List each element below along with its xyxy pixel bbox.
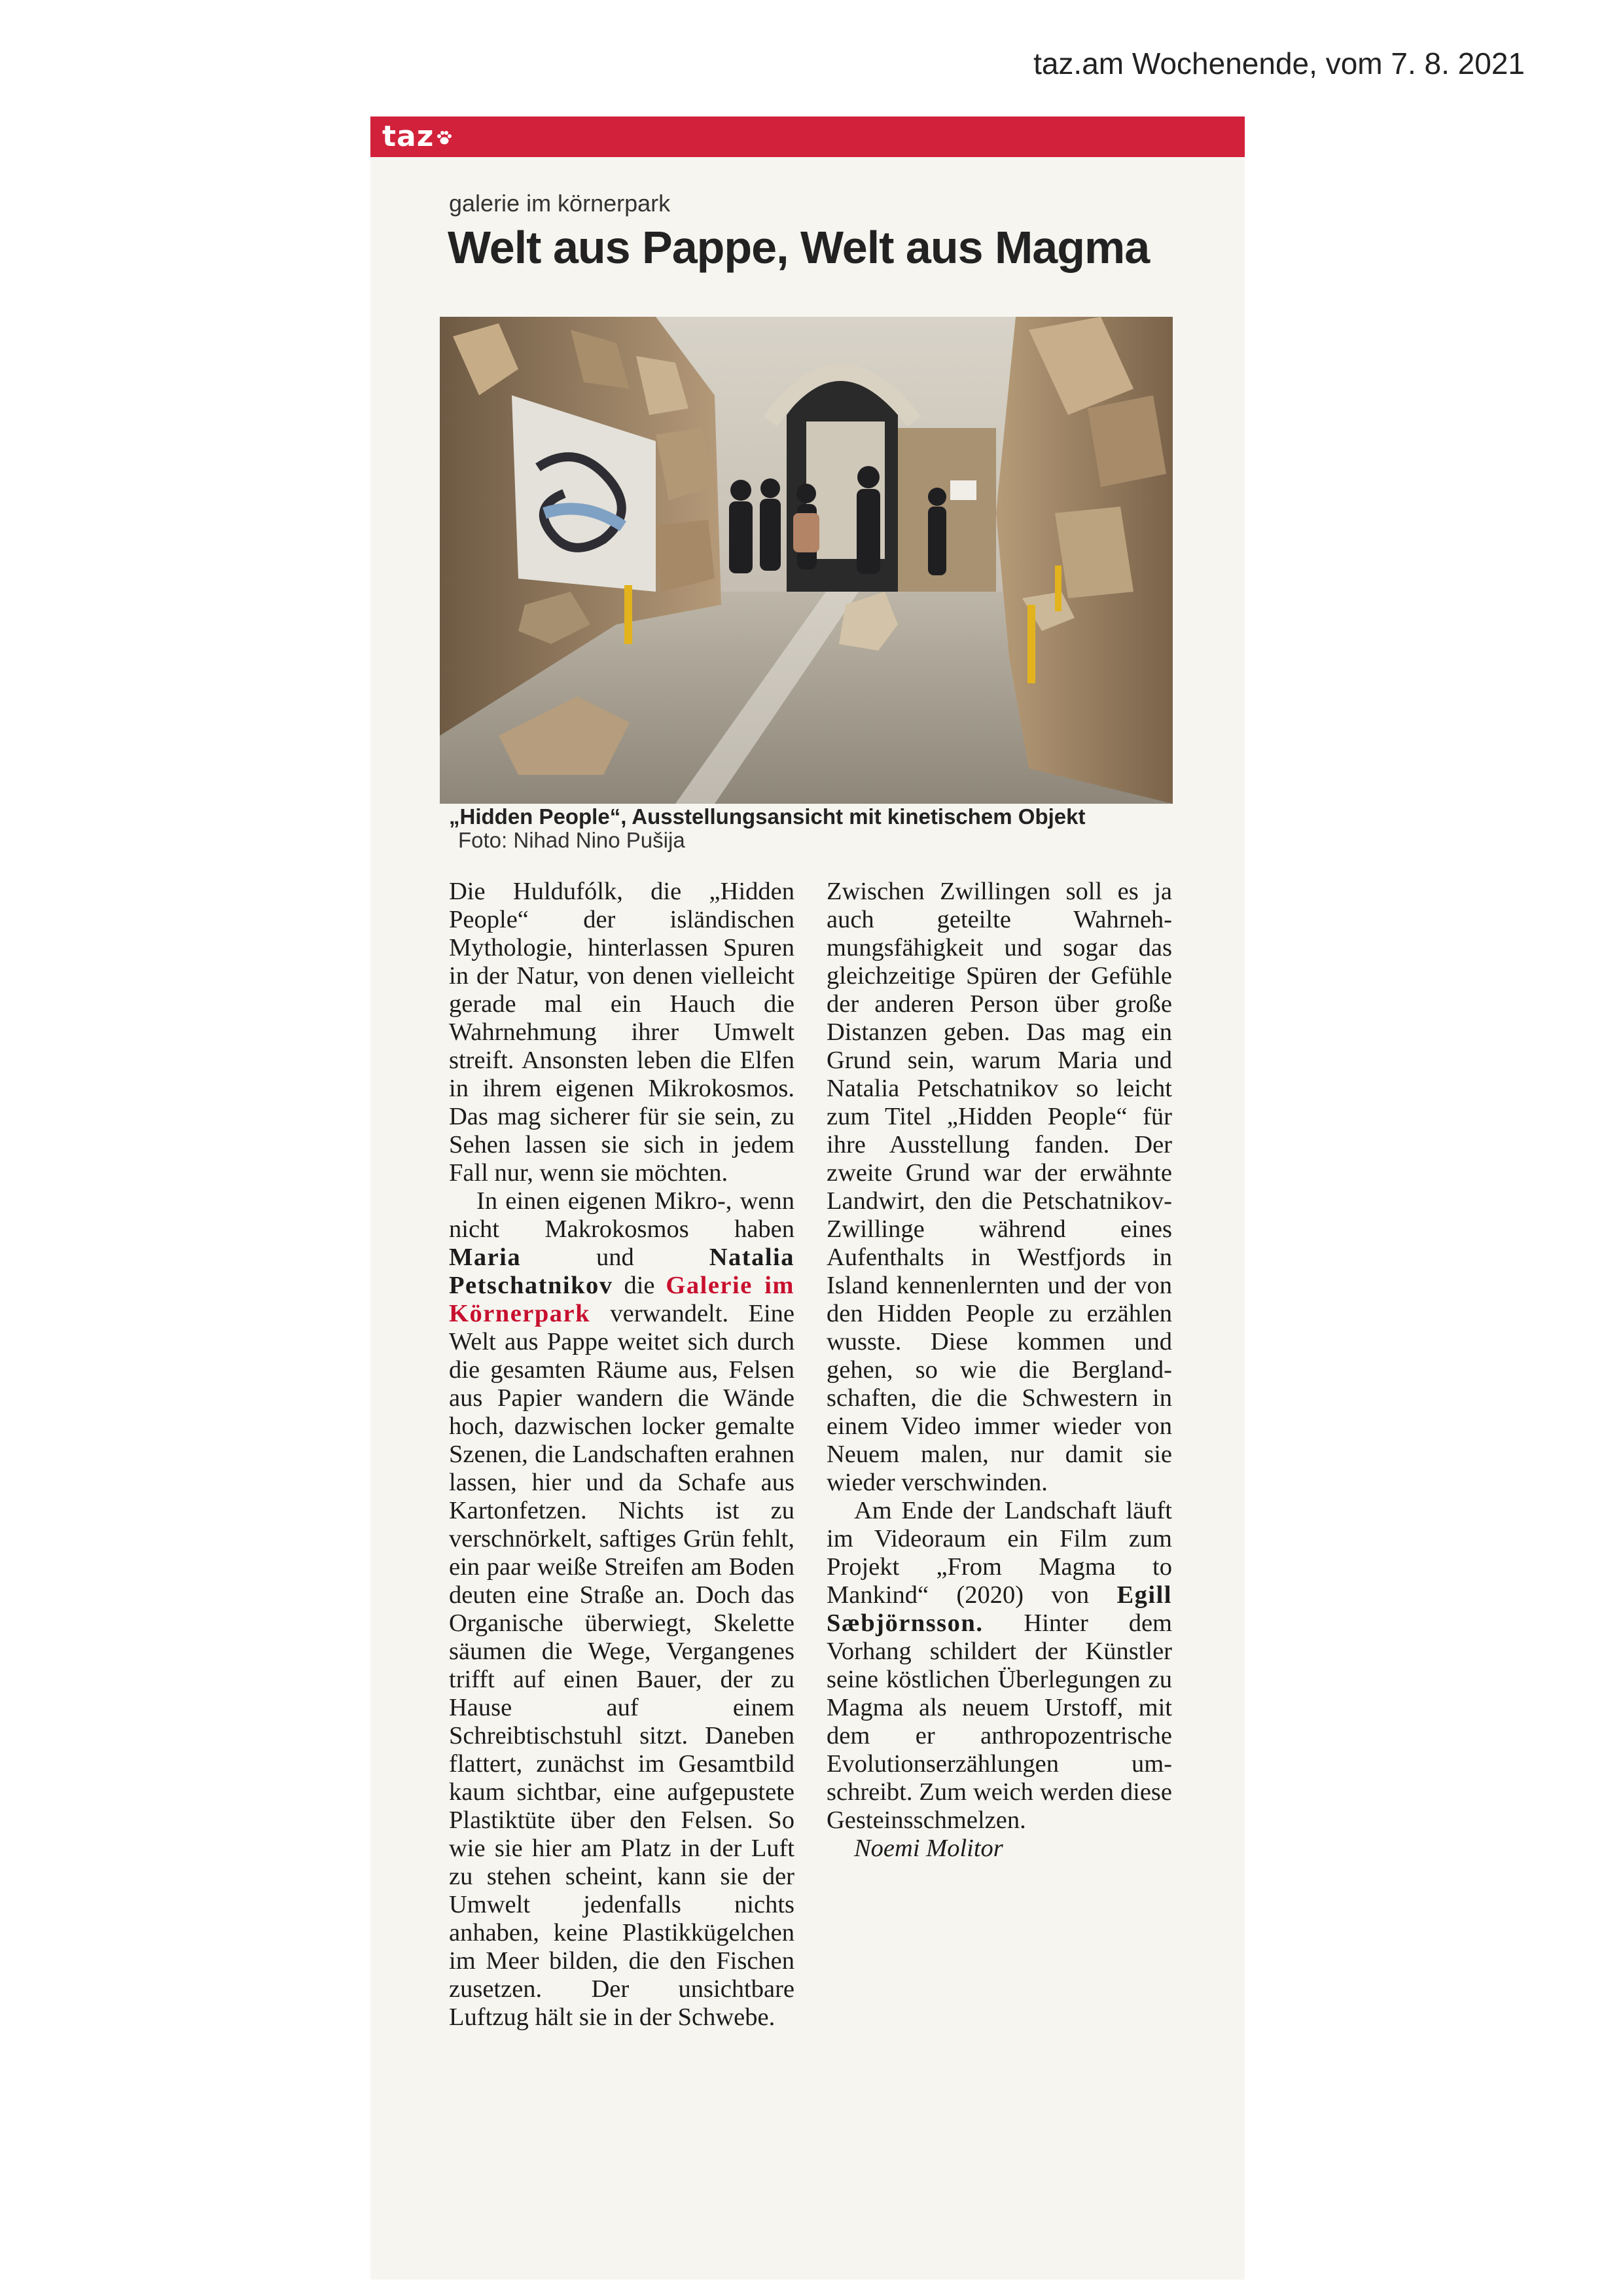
article-headline: Welt aus Pappe, Welt aus Magma [448,222,1150,273]
article-paragraph [449,1187,794,2032]
article-author: Noemi Molitor [854,1835,1003,1862]
taz-logo: taz [382,120,435,153]
article-paragraph [827,1497,1172,1863]
photo-credit: Foto: Nihad Nino Pušija [458,828,685,852]
article-column-right [827,878,1172,1863]
article-paragraph: Die Huldufólk, die „Hidden People“ der isländischen Mythologie, hinterlassen Spuren in der Natur, von denen vielleicht gerade mal ein Hauch die Wahrnehmung ihrer Umwelt streift. Ansonsten leben die Elfen in ihrem eigenen Mikrokosmos. Das mag sicherer für sie sein, zu Sehen lassen sie sich in jedem Fall nur, wenn sie möchten. [449,878,794,1187]
text-run: Am Ende der Landschaft läuft im Videoraum ein Film zum Projekt „From Magma to Mankind“ (2020) von [827,1497,1172,1609]
text-run: und [521,1244,709,1271]
article-column-left [449,878,794,2032]
paw-icon [436,130,453,147]
photo-caption: „Hidden People“, Ausstellungsansicht mit kinetischem Objekt [449,804,1086,829]
artist-name: Maria [449,1244,522,1271]
article-paragraph: Zwischen Zwillingen soll es ja auch geteilte Wahrnehmungsfähigkeit und sogar das gleichzeitige Spüren der Gefühle der anderen Person über große Distanzen geben. Das mag ein Grund sein, warum Maria und Natalia Petschatnikov so leicht zum Titel „Hidden People“ für ihre Ausstellung fanden. Der zweite Grund war der erwähnte Landwirt, den die Petschatnikov-Zwillinge während eines Aufenthalts in Westfjords in Island kennenlernten und der von den Hidden People zu erzählen wusste. Diese kommen und gehen, so wie die Berglandschaften, die die Schwestern in einem Video immer wieder von Neuem malen, nur damit sie wieder verschwinden. [827,878,1172,1496]
text-run: die [613,1272,666,1299]
article-kicker: galerie im körnerpark [449,190,671,217]
brand-bar [370,117,1245,157]
exhibition-photo [440,317,1173,804]
newspaper-clipping [370,117,1245,2280]
artist-name: Natalia Petschatnikov [449,1244,794,1299]
venue-name: Galerie im Körnerpark [449,1272,794,1327]
source-line: taz.am Wochenende, vom 7. 8. 2021 [1033,46,1525,81]
artist-name: Egill Sæbjörnsson. [827,1581,1172,1637]
photo-caption-block [449,805,1086,852]
text-run: Hinter dem Vorhang schildert der Künstler seine köstlichen Überlegungen zu Magma als neuem Urstoff, mit dem er anthropozentrische Evolutionserzählungen umschreibt. Zum weich werden diese Gesteinsschmelzen. [827,1609,1172,1834]
text-run: verwandelt. Eine Welt aus Pappe weitet sich durch die gesamten Räume aus, Felsen aus Papier wandern die Wände hoch, dazwischen locker gemalte Szenen, die Landschaften erahnen lassen, hier und da Schafe aus Kartonfetzen. Nichts ist zu verschnörkelt, saftiges Grün fehlt, ein paar weiße Streifen am Boden deuten eine Straße an. Doch das Organische überwiegt, Skelette säumen die Wege, Vergangenes trifft auf einen Bauer, der zu Hause auf einem Schreibtischstuhl sitzt. Daneben flattert, zunächst im Gesamtbild kaum sichtbar, eine aufgepustete Plastiktüte über den Felsen. So wie sie hier am Platz in der Luft zu stehen scheint, kann sie der Umwelt jedenfalls nichts anhaben, keine Plastikkügelchen im Meer bilden, die den Fischen zusetzen. Der unsichtbare Luftzug hält sie in der Schwebe. [449,1300,794,2031]
text-run: In einen eigenen Mikro-, wenn nicht Makrokosmos haben [449,1187,794,1243]
